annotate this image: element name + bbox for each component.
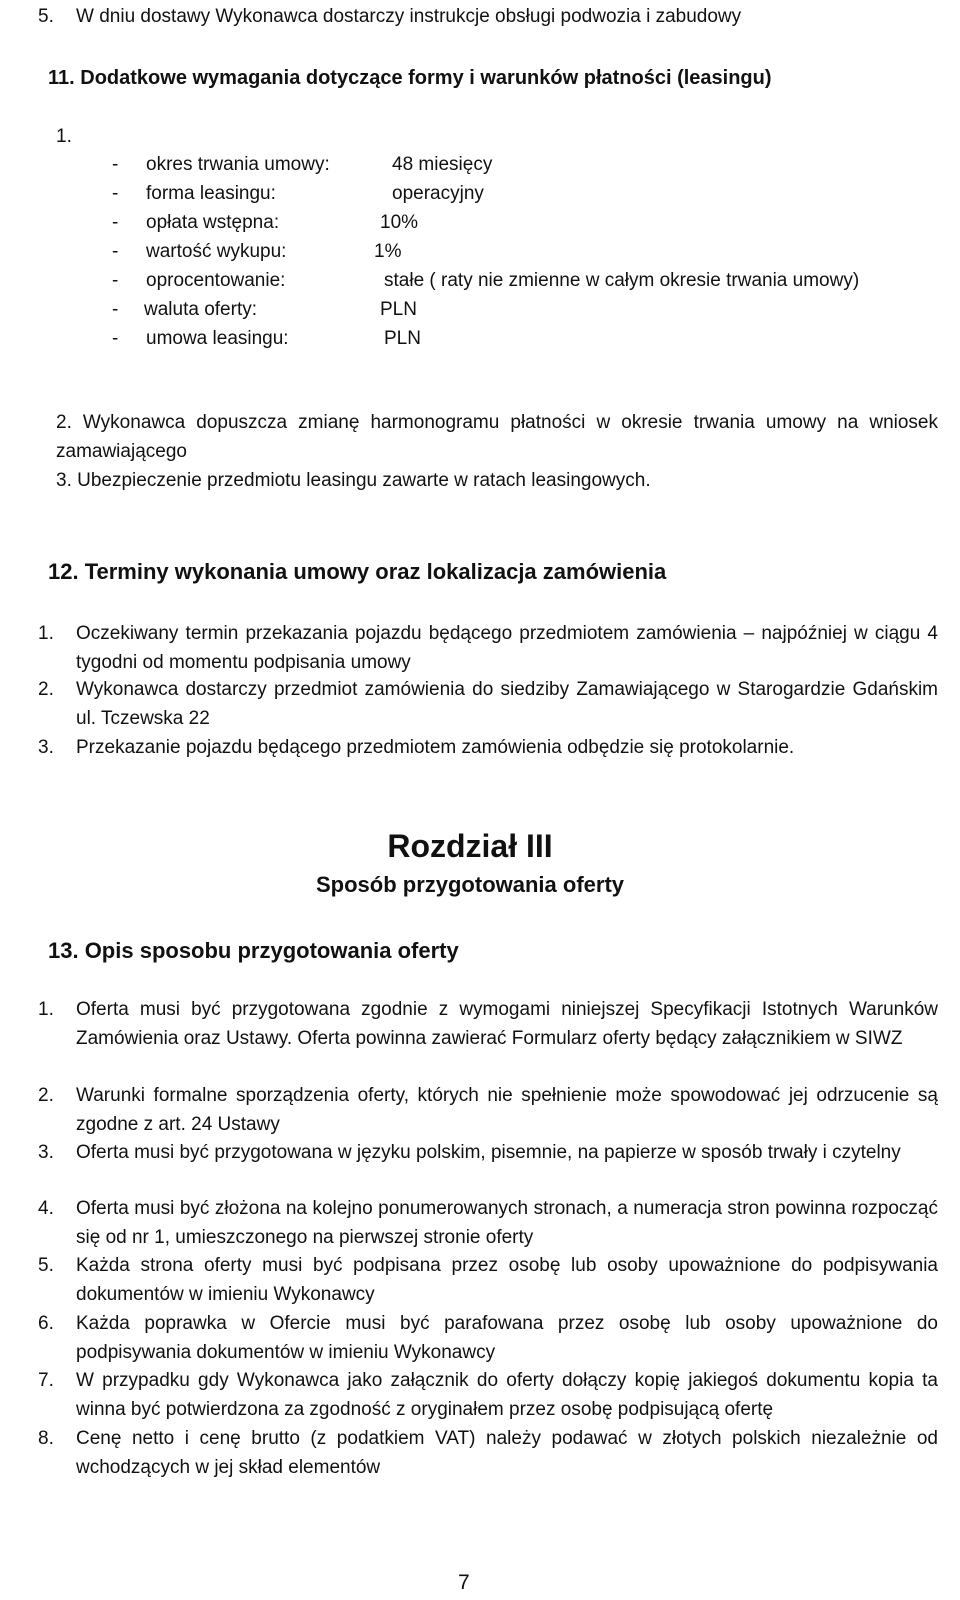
chapter-title: Rozdział III: [387, 828, 553, 864]
leasing-term-row: - waluta oferty: PLN: [112, 295, 417, 324]
section-13-item-number: 3.: [38, 1142, 54, 1163]
section-12-heading: [20, 557, 666, 586]
section-13-item-number: 4.: [38, 1198, 54, 1219]
section-13-item-number: 6.: [38, 1313, 54, 1334]
section-13-item-text: Oferta musi być przygotowana w języku polskim, pisemnie, na papierze w sposób trwały i czytelny: [76, 1142, 901, 1163]
leasing-term-row: - oprocentowanie: stałe ( raty nie zmienne w całym okresie trwania umowy): [112, 266, 859, 295]
leasing-term-label: oprocentowanie:: [146, 270, 286, 291]
section-12-item-number: 3.: [38, 737, 54, 758]
section-11-title: 11. Dodatkowe wymagania dotyczące formy i warunków płatności (leasingu): [48, 67, 772, 89]
section-13-item-number: 5.: [38, 1255, 54, 1276]
section-11-item-1-number: 1.: [56, 126, 72, 147]
leasing-term-value: operacyjny: [392, 183, 484, 204]
leasing-term-row: - opłata wstępna: 10%: [112, 208, 418, 237]
leasing-term-value: 1%: [374, 241, 402, 262]
section-13-item-number: 1.: [38, 999, 54, 1020]
section-12-item-text: Przekazanie pojazdu będącego przedmiotem zamówienia odbędzie się protokolarnie.: [76, 737, 795, 758]
section-13-item-text: Każda poprawka w Ofercie musi być parafowana przez osobę lub osoby upoważnione do podpisywania dokumentów w imieniu Wykonawcy: [76, 1313, 938, 1363]
intro-text: W dniu dostawy Wykonawca dostarczy instrukcje obsługi podwozia i zabudowy: [76, 6, 742, 27]
section-11-heading: [20, 64, 772, 93]
section-12-item-number: 2.: [38, 679, 54, 700]
section-12-item-number: 1.: [38, 623, 54, 644]
section-11-item-2: 2. Wykonawca dopuszcza zmianę harmonogramu płatności w okresie trwania umowy na wniosek zamawiającego: [56, 412, 938, 462]
section-13-item-number: 8.: [38, 1428, 54, 1449]
leasing-term-value: PLN: [380, 299, 417, 320]
page-number: 7: [458, 1571, 470, 1594]
leasing-term-label: waluta oferty:: [144, 299, 257, 320]
section-11-item-3: 3. Ubezpieczenie przedmiotu leasingu zawarte w ratach leasingowych.: [56, 470, 651, 491]
leasing-term-label: wartość wykupu:: [146, 241, 287, 262]
section-13-title: 13. Opis sposobu przygotowania oferty: [48, 938, 459, 963]
section-12-item-text: Oczekiwany termin przekazania pojazdu będącego przedmiotem zamówienia – najpóźniej w ciągu 4 tygodni od momentu podpisania umowy: [76, 623, 938, 673]
leasing-term-value: PLN: [384, 328, 421, 349]
section-13-item-number: 7.: [38, 1370, 54, 1391]
leasing-term-label: forma leasingu:: [146, 183, 276, 204]
section-13-item-text: Każda strona oferty musi być podpisana przez osobę lub osoby upoważnione do podpisywania dokumentów w imieniu Wykonawcy: [76, 1255, 938, 1305]
section-13-item-text: W przypadku gdy Wykonawca jako załącznik do oferty dołączy kopię jakiegoś dokumentu kopia ta winna być potwierdzona za zgodność z oryginałem przez osobę podpisującą ofertę: [76, 1370, 938, 1420]
section-13-item-text: Cenę netto i cenę brutto (z podatkiem VAT) należy podawać w złotych polskich niezależnie od wchodzących w jej skład elementów: [76, 1428, 938, 1478]
leasing-term-label: umowa leasingu:: [146, 328, 289, 349]
section-13-item-text: Oferta musi być złożona na kolejno ponumerowanych stronach, a numeracja stron powinna rozpocząć się od nr 1, umieszczonego na pierwszej stronie oferty: [76, 1198, 938, 1248]
chapter-subtitle: Sposób przygotowania oferty: [315, 872, 625, 897]
leasing-term-value: 48 miesięcy: [392, 154, 493, 175]
leasing-term-row: - forma leasingu: operacyjny: [112, 179, 484, 208]
section-12-item-text: Wykonawca dostarczy przedmiot zamówienia do siedziby Zamawiającego w Starogardzie Gdańskim ul. Tczewska 22: [76, 679, 938, 729]
leasing-term-label: okres trwania umowy:: [146, 154, 330, 175]
section-13-heading: [20, 936, 459, 965]
leasing-term-row: - umowa leasingu: PLN: [112, 324, 421, 353]
leasing-term-label: opłata wstępna:: [146, 212, 280, 233]
leasing-term-row: - wartość wykupu: 1%: [112, 237, 401, 266]
leasing-term-value: 10%: [380, 212, 419, 233]
section-13-item-text: Oferta musi być przygotowana zgodnie z wymogami niniejszej Specyfikacji Istotnych Warunków Zamówienia oraz Ustawy. Oferta powinna zawierać Formularz oferty będący załącznikiem w SIWZ: [76, 999, 938, 1049]
section-13-item-number: 2.: [38, 1085, 54, 1106]
section-13-item-text: Warunki formalne sporządzenia oferty, których nie spełnienie może spowodować jej odrzucenie są zgodne z art. 24 Ustawy: [76, 1085, 938, 1135]
leasing-term-value: stałe ( raty nie zmienne w całym okresie trwania umowy): [384, 270, 860, 291]
leasing-term-row: - okres trwania umowy: 48 miesięcy: [112, 150, 492, 179]
intro-number: 5.: [38, 6, 54, 27]
section-12-title: 12. Terminy wykonania umowy oraz lokalizacja zamówienia: [48, 559, 667, 584]
